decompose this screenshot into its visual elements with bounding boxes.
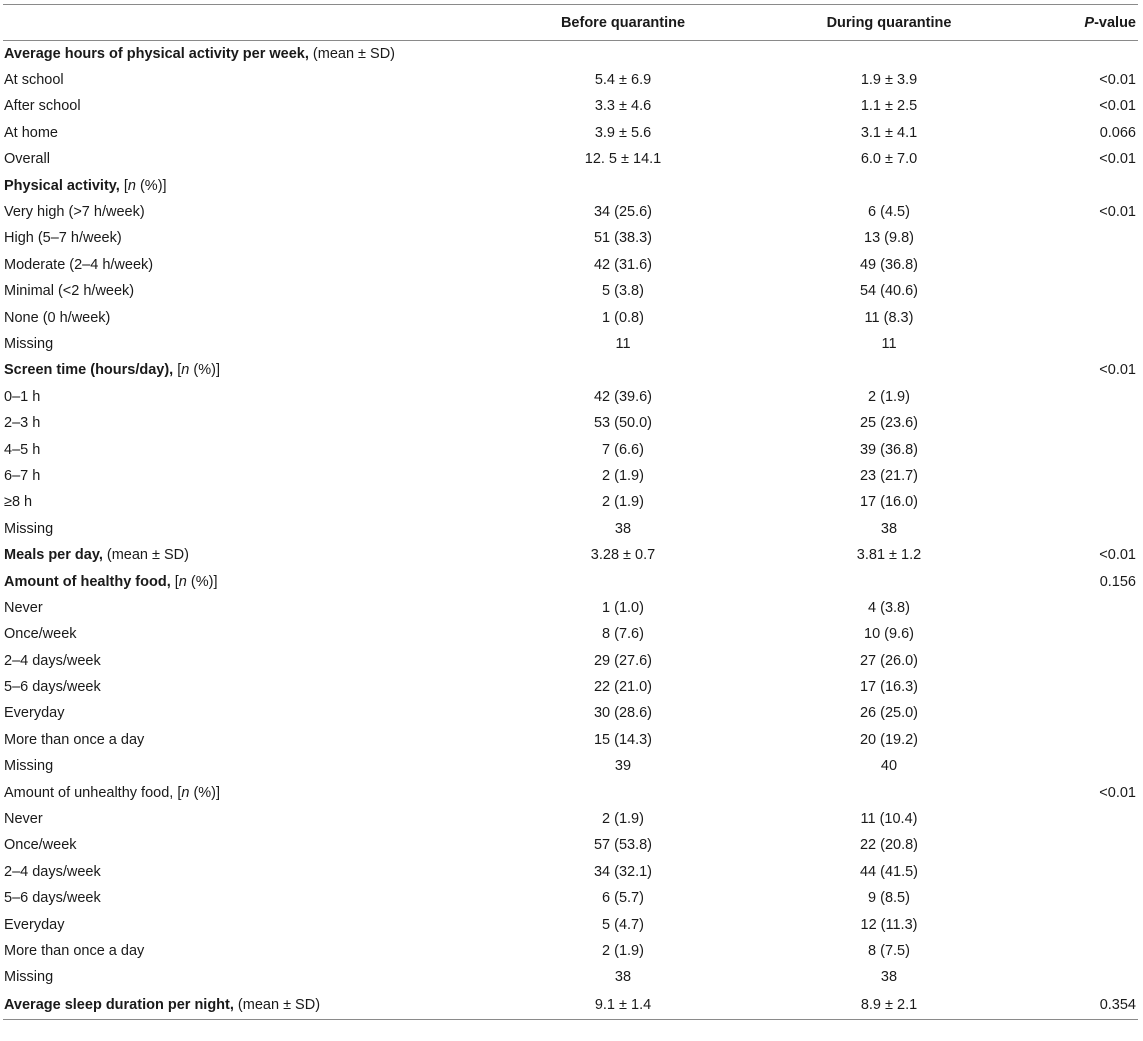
row-label [3, 595, 488, 621]
row-label [3, 700, 488, 726]
cell-during-quarantine: 25 (23.6) [859, 415, 919, 432]
cell-during-quarantine [758, 41, 1020, 67]
cell-before-quarantine: 2 (1.9) [602, 942, 644, 959]
cell-during-quarantine: 3.81 ± 1.2 [856, 547, 922, 564]
row-label [3, 489, 488, 515]
cell-before-quarantine: 3.3 ± 4.6 [594, 98, 652, 115]
cell-before-quarantine: 5 (4.7) [602, 916, 644, 933]
table-row [3, 357, 1138, 383]
cell-p-value [1020, 463, 1138, 489]
cell-before-quarantine: 11 [615, 335, 631, 352]
cell-before-quarantine: 42 (31.6) [593, 256, 653, 273]
cell-during-quarantine [758, 568, 1020, 594]
header-during-quarantine: During quarantine [758, 5, 1020, 41]
row-label [3, 779, 488, 805]
cell-before-quarantine: 30 (28.6) [593, 705, 653, 722]
row-label-italic: n [181, 784, 190, 801]
cell-p-value [1020, 595, 1138, 621]
cell-before-quarantine: 3.28 ± 0.7 [590, 547, 656, 564]
row-label-text: Minimal (<2 h/week) [4, 283, 135, 300]
row-label-text: 4–5 h [4, 441, 41, 458]
header-before-quarantine: Before quarantine [488, 5, 758, 41]
cell-during-quarantine: 49 (36.8) [859, 256, 919, 273]
cell-during-quarantine: 11 (8.3) [864, 309, 914, 326]
cell-before-quarantine: 1 (1.0) [602, 599, 644, 616]
table-row [3, 146, 1138, 172]
row-label-bold: Screen time (hours/day), [4, 362, 174, 379]
row-label-italic: n [181, 362, 190, 379]
cell-p-value: <0.01 [1099, 784, 1136, 801]
row-label-text: Missing [4, 758, 54, 775]
row-label-text: More than once a day [4, 942, 145, 959]
row-label-text: (mean ± SD) [308, 45, 396, 62]
row-label-text: (mean ± SD) [102, 547, 189, 564]
cell-p-value: 0.066 [1099, 124, 1136, 141]
table-row [3, 463, 1138, 489]
cell-before-quarantine: 38 [614, 520, 632, 537]
table-row [3, 436, 1138, 462]
row-label-italic: n [178, 573, 187, 590]
cell-p-value [1020, 278, 1138, 304]
cell-p-value: <0.01 [1099, 72, 1136, 89]
cell-before-quarantine: 2 (1.9) [602, 811, 644, 828]
row-label [3, 225, 488, 251]
cell-before-quarantine: 42 (39.6) [593, 388, 653, 405]
row-label [3, 41, 488, 67]
row-label-text: Never [4, 599, 43, 616]
row-label [3, 120, 488, 146]
table-row [3, 779, 1138, 805]
table-header [3, 5, 1138, 41]
cell-p-value [1020, 700, 1138, 726]
table-row [3, 938, 1138, 964]
cell-before-quarantine [488, 41, 758, 67]
row-label-text: 2–4 days/week [4, 652, 101, 669]
row-label-suffix: (%)] [189, 784, 221, 801]
cell-during-quarantine [758, 357, 1020, 383]
table-row [3, 674, 1138, 700]
cell-before-quarantine: 51 (38.3) [593, 230, 653, 247]
cell-during-quarantine: 54 (40.6) [859, 283, 919, 300]
cell-before-quarantine: 6 (5.7) [602, 890, 644, 907]
row-label-italic: n [127, 177, 136, 194]
row-label [3, 806, 488, 832]
cell-before-quarantine [488, 357, 758, 383]
row-label-text: None (0 h/week) [4, 309, 111, 326]
cell-during-quarantine: 6.0 ± 7.0 [860, 151, 918, 168]
table-row [3, 93, 1138, 119]
row-label [3, 463, 488, 489]
row-label-text: [ [119, 177, 128, 194]
table-row [3, 964, 1138, 990]
cell-during-quarantine: 26 (25.0) [859, 705, 919, 722]
cell-before-quarantine: 34 (32.1) [593, 863, 653, 880]
cell-during-quarantine: 20 (19.2) [859, 731, 919, 748]
cell-p-value: <0.01 [1099, 204, 1136, 221]
table-row [3, 225, 1138, 251]
table-row [3, 542, 1138, 568]
row-label [3, 727, 488, 753]
row-label-text: 6–7 h [4, 467, 41, 484]
row-label-suffix: (%)] [189, 362, 220, 379]
cell-p-value [1020, 832, 1138, 858]
table-row [3, 67, 1138, 93]
cell-p-value [1020, 384, 1138, 410]
row-label-text: (mean ± SD) [233, 996, 321, 1013]
cell-during-quarantine: 9 (8.5) [868, 890, 910, 907]
table-row [3, 120, 1138, 146]
table-row [3, 252, 1138, 278]
row-label-text: Overall [4, 151, 50, 168]
cell-p-value [1020, 938, 1138, 964]
row-label [3, 542, 488, 568]
cell-before-quarantine: 57 (53.8) [593, 837, 653, 854]
cell-p-value [1020, 41, 1138, 67]
cell-before-quarantine: 2 (1.9) [602, 494, 644, 511]
cell-before-quarantine: 12. 5 ± 14.1 [584, 151, 662, 168]
row-label [3, 304, 488, 330]
cell-during-quarantine: 44 (41.5) [859, 863, 919, 880]
row-label [3, 991, 488, 1020]
table-row [3, 621, 1138, 647]
row-label-text: Moderate (2–4 h/week) [4, 256, 154, 273]
cell-during-quarantine: 22 (20.8) [859, 837, 919, 854]
row-label-text: Missing [4, 520, 54, 537]
row-label-text: High (5–7 h/week) [4, 230, 122, 247]
row-label-text: Missing [4, 335, 54, 352]
row-label [3, 753, 488, 779]
row-label-text: 2–3 h [4, 415, 41, 432]
row-label [3, 67, 488, 93]
table-row [3, 172, 1138, 198]
row-label [3, 278, 488, 304]
cell-during-quarantine: 1.1 ± 2.5 [860, 98, 918, 115]
cell-p-value [1020, 516, 1138, 542]
cell-p-value: <0.01 [1099, 98, 1136, 115]
cell-p-value: 0.354 [1020, 991, 1138, 1020]
cell-p-value [1020, 964, 1138, 990]
row-label-bold: Meals per day, [4, 547, 103, 564]
row-label [3, 832, 488, 858]
row-label-text: Everyday [4, 705, 65, 722]
row-label [3, 621, 488, 647]
cell-before-quarantine: 9.1 ± 1.4 [488, 991, 758, 1020]
row-label [3, 938, 488, 964]
row-label-text: 5–6 days/week [4, 679, 101, 696]
table-row [3, 516, 1138, 542]
row-label-text: 5–6 days/week [4, 890, 101, 907]
cell-before-quarantine: 34 (25.6) [593, 204, 653, 221]
table-row [3, 911, 1138, 937]
cell-before-quarantine: 29 (27.6) [593, 652, 653, 669]
row-label-bold: Average sleep duration per night, [4, 996, 234, 1013]
table-row [3, 727, 1138, 753]
cell-p-value [1020, 859, 1138, 885]
header-p-italic: P [1084, 14, 1095, 31]
row-label-text: Everyday [4, 916, 65, 933]
cell-during-quarantine: 1.9 ± 3.9 [860, 72, 918, 89]
cell-during-quarantine: 39 (36.8) [859, 441, 919, 458]
table-row [3, 806, 1138, 832]
row-label-text: 2–4 days/week [4, 863, 101, 880]
table-row [3, 410, 1138, 436]
header-label-cell [3, 5, 488, 41]
cell-during-quarantine [758, 172, 1020, 198]
row-label-suffix: (%)] [135, 177, 167, 194]
row-label [3, 93, 488, 119]
cell-p-value [1020, 331, 1138, 357]
table-row [3, 568, 1138, 594]
cell-before-quarantine: 2 (1.9) [602, 467, 644, 484]
row-label [3, 357, 488, 383]
table-row [3, 753, 1138, 779]
cell-p-value: <0.01 [1099, 547, 1136, 564]
row-label [3, 911, 488, 937]
cell-p-value [1020, 489, 1138, 515]
cell-during-quarantine: 23 (21.7) [859, 467, 919, 484]
cell-during-quarantine: 2 (1.9) [868, 388, 910, 405]
row-label-text: Very high (>7 h/week) [4, 204, 145, 221]
cell-p-value [1020, 647, 1138, 673]
cell-p-value [1020, 753, 1138, 779]
cell-p-value: 0.156 [1099, 573, 1136, 590]
row-label-bold: Amount of healthy food, [4, 573, 171, 590]
cell-p-value [1020, 304, 1138, 330]
table-body [3, 41, 1138, 1020]
cell-before-quarantine: 5.4 ± 6.9 [594, 72, 652, 89]
row-label [3, 647, 488, 673]
row-label-bold: Physical activity, [4, 177, 120, 194]
table-row [3, 384, 1138, 410]
row-label [3, 172, 488, 198]
row-label [3, 964, 488, 990]
cell-p-value [1020, 252, 1138, 278]
cell-during-quarantine: 3.1 ± 4.1 [860, 124, 918, 141]
cell-p-value [1020, 436, 1138, 462]
cell-before-quarantine: 39 [614, 758, 632, 775]
row-label-text: Missing [4, 969, 54, 986]
cell-p-value: <0.01 [1099, 151, 1136, 168]
row-label [3, 674, 488, 700]
row-label-text: [ [173, 362, 182, 379]
table-row [3, 832, 1138, 858]
cell-during-quarantine: 13 (9.8) [864, 230, 914, 247]
row-label [3, 516, 488, 542]
cell-p-value [1020, 727, 1138, 753]
cell-before-quarantine [488, 568, 758, 594]
cell-p-value [1020, 410, 1138, 436]
row-label [3, 331, 488, 357]
data-table [3, 4, 1138, 1020]
table-row [3, 304, 1138, 330]
table-row [3, 700, 1138, 726]
row-label [3, 568, 488, 594]
row-label-suffix: (%)] [186, 573, 218, 590]
cell-during-quarantine: 38 [880, 969, 898, 986]
row-label-text: Amount of unhealthy food, [ [4, 784, 182, 801]
row-label [3, 384, 488, 410]
cell-before-quarantine [488, 779, 758, 805]
row-label [3, 410, 488, 436]
table-row [3, 991, 1138, 1020]
row-label-text: At school [4, 72, 64, 89]
cell-p-value [1020, 225, 1138, 251]
cell-before-quarantine: 15 (14.3) [593, 731, 653, 748]
row-label-text: After school [4, 98, 81, 115]
cell-p-value [1020, 172, 1138, 198]
cell-before-quarantine: 22 (21.0) [593, 679, 653, 696]
cell-p-value [1020, 806, 1138, 832]
header-row [3, 5, 1138, 41]
cell-before-quarantine: 3.9 ± 5.6 [594, 124, 652, 141]
table-row [3, 199, 1138, 225]
cell-during-quarantine: 10 (9.6) [864, 626, 914, 643]
cell-during-quarantine: 8 (7.5) [868, 942, 910, 959]
row-label [3, 199, 488, 225]
row-label-text: More than once a day [4, 731, 145, 748]
cell-during-quarantine: 8.9 ± 2.1 [758, 991, 1020, 1020]
row-label-text: Never [4, 811, 43, 828]
table-row [3, 647, 1138, 673]
row-label [3, 436, 488, 462]
cell-during-quarantine: 11 [881, 335, 897, 352]
row-label-bold: Average hours of physical activity per week, [4, 45, 309, 62]
cell-during-quarantine: 27 (26.0) [859, 652, 919, 669]
cell-before-quarantine: 5 (3.8) [602, 283, 644, 300]
table-row [3, 41, 1138, 67]
cell-before-quarantine: 1 (0.8) [602, 309, 644, 326]
row-label-text: ≥8 h [4, 494, 33, 511]
row-label-text: 0–1 h [4, 388, 41, 405]
cell-during-quarantine: 4 (3.8) [868, 599, 910, 616]
cell-during-quarantine: 38 [880, 520, 898, 537]
row-label [3, 859, 488, 885]
cell-during-quarantine [758, 779, 1020, 805]
cell-during-quarantine: 12 (11.3) [860, 916, 918, 933]
cell-during-quarantine: 17 (16.0) [859, 494, 919, 511]
header-p-rest: -value [1094, 14, 1136, 31]
cell-p-value [1020, 621, 1138, 647]
row-label-text: At home [4, 124, 58, 141]
row-label-text: Once/week [4, 837, 77, 854]
table-row [3, 885, 1138, 911]
row-label-text: Once/week [4, 626, 77, 643]
row-label [3, 252, 488, 278]
cell-during-quarantine: 17 (16.3) [859, 679, 919, 696]
cell-before-quarantine [488, 172, 758, 198]
cell-before-quarantine: 7 (6.6) [602, 441, 644, 458]
table-row [3, 489, 1138, 515]
cell-p-value [1020, 885, 1138, 911]
cell-before-quarantine: 38 [614, 969, 632, 986]
table-row [3, 595, 1138, 621]
table-row [3, 278, 1138, 304]
table-row [3, 331, 1138, 357]
cell-p-value [1020, 911, 1138, 937]
cell-before-quarantine: 53 (50.0) [593, 415, 653, 432]
table-row [3, 859, 1138, 885]
header-p-value [1020, 5, 1138, 41]
row-label [3, 146, 488, 172]
cell-p-value [1020, 674, 1138, 700]
cell-before-quarantine: 8 (7.6) [602, 626, 644, 643]
cell-during-quarantine: 40 [880, 758, 898, 775]
row-label [3, 885, 488, 911]
cell-during-quarantine: 11 (10.4) [860, 811, 918, 828]
cell-p-value: <0.01 [1099, 362, 1136, 379]
row-label-text: [ [170, 573, 179, 590]
cell-during-quarantine: 6 (4.5) [868, 204, 910, 221]
